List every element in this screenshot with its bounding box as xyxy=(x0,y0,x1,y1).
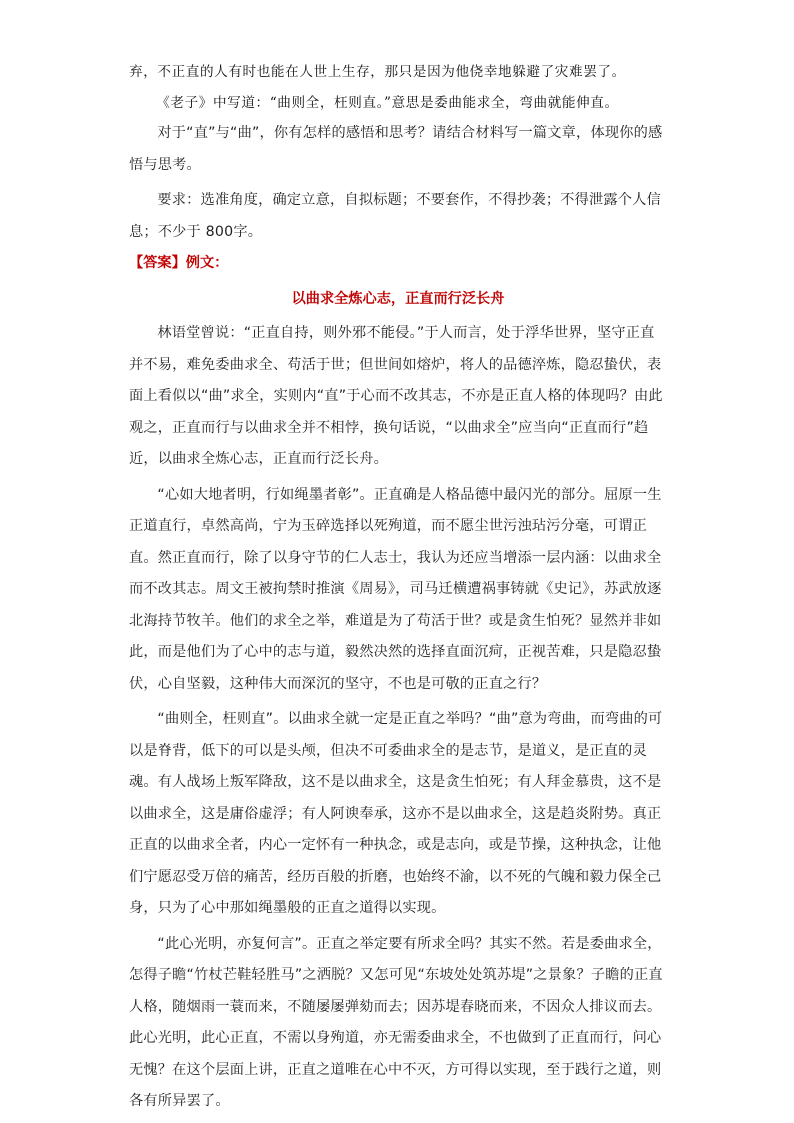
document-page xyxy=(129,60,667,1118)
answer-tail: 例文： xyxy=(185,255,229,271)
prompt-requirement: 要求：选准角度，确定立意，自拟标题；不要套作，不得抄袭；不得泄露个人信息；不少于 800字。 xyxy=(129,192,661,240)
essay-paragraph-3: “曲则全，枉则直”。以曲求全就一定是正直之举吗？“曲”意为弯曲，而弯曲的可以是脊背，低下的可以是头颅，但决不可委曲求全的是志节，是道义，是正直的灵魂。有人战场上叛军降敌，这不是以曲求全，这是贪生怕死；有人拜金慕贵，这不是以曲求全，这是庸俗虚浮；有人阿谀奉承，这亦不是以曲求全，这是趋炎附势。真正正直的以曲求全者，内心一定怀有一种执念，或是志向，或是节操，这种执念，让他们宁愿忍受万倍的痛苦，经历百般的折磨，也始终不渝，以不死的气魄和毅力保全己身，只为了心中那如绳墨般的正直之道得以实现。 xyxy=(129,711,663,916)
prompt-question: 对于“直”与“曲”，你有怎样的感悟和思考？请结合材料写一篇文章，体现你的感悟与思考。 xyxy=(129,125,663,173)
essay-paragraph-1: 林语堂曾说：“正直自持，则外邪不能侵。”于人而言，处于浮华世界，坚守正直并不易，难免委曲求全、苟活于世；但世间如熔炉，将人的品德淬炼，隐忍蛰伏，表面上看似以“曲”求全，实则内“直”于心而不改其志，不亦是正直人格的体现吗？由此观之，正直而行与以曲求全并不相悖，换句话说，“以曲求全”应当向“正直而行”趋近，以曲求全炼心志，正直而行泛长舟。 xyxy=(129,325,663,467)
answer-label: 【答案】 xyxy=(129,255,186,271)
answer-heading xyxy=(129,248,667,278)
prompt-laozi-quote: 《老子》中写道：“曲则全，枉则直。”意思是委曲能求全，弯曲就能伸直。 xyxy=(156,95,619,111)
prompt-continuation: 弃，不正直的人有时也能在人世上生存，那只是因为他侥幸地躲避了灾难罢了。 xyxy=(129,64,626,80)
essay-paragraph-2: “心如大地者明，行如绳墨者彰”。正直确是人格品德中最闪光的部分。屈原一生正道直行，卓然高尚，宁为玉碎选择以死殉道，而不愿尘世污浊玷污分毫，可谓正直。然正直而行，除了以身守节的仁人志士，我认为还应当增添一层内涵：以曲求全而不改其志。周文王被拘禁时推演《周易》，司马迁横遭祸事铸就《史记》，苏武放逐北海持节牧羊。他们的求全之举，难道是为了苟活于世？或是贪生怕死？显然并非如此，而是他们为了心中的志与道，毅然决然的选择直面沉疴，正视苦难，只是隐忍蛰伏，心自坚毅，这种伟大而深沉的坚守，不也是可敬的正直之行？ xyxy=(129,486,662,692)
essay-paragraph-4: “此心光明，亦复何言”。正直之举定要有所求全吗？其实不然。若是委曲求全，怎得子瞻“竹杖芒鞋轻胜马”之洒脱？又怎可见“东坡处处筑苏堤”之景象？子瞻的正直人格，随烟雨一蓑而来，不随屡屡弹劾而去；因苏堤春晓而来，不因众人排议而去。此心光明，此心正直，不需以身殉道，亦无需委曲求全，不也做到了正直而行，问心无愧？在这个层面上讲，正直之道唯在心中不灭，方可得以实现，至于践行之道，则各有所异罢了。 xyxy=(129,935,663,1109)
essay-title: 以曲求全炼心志，正直而行泛长舟 xyxy=(291,291,505,307)
